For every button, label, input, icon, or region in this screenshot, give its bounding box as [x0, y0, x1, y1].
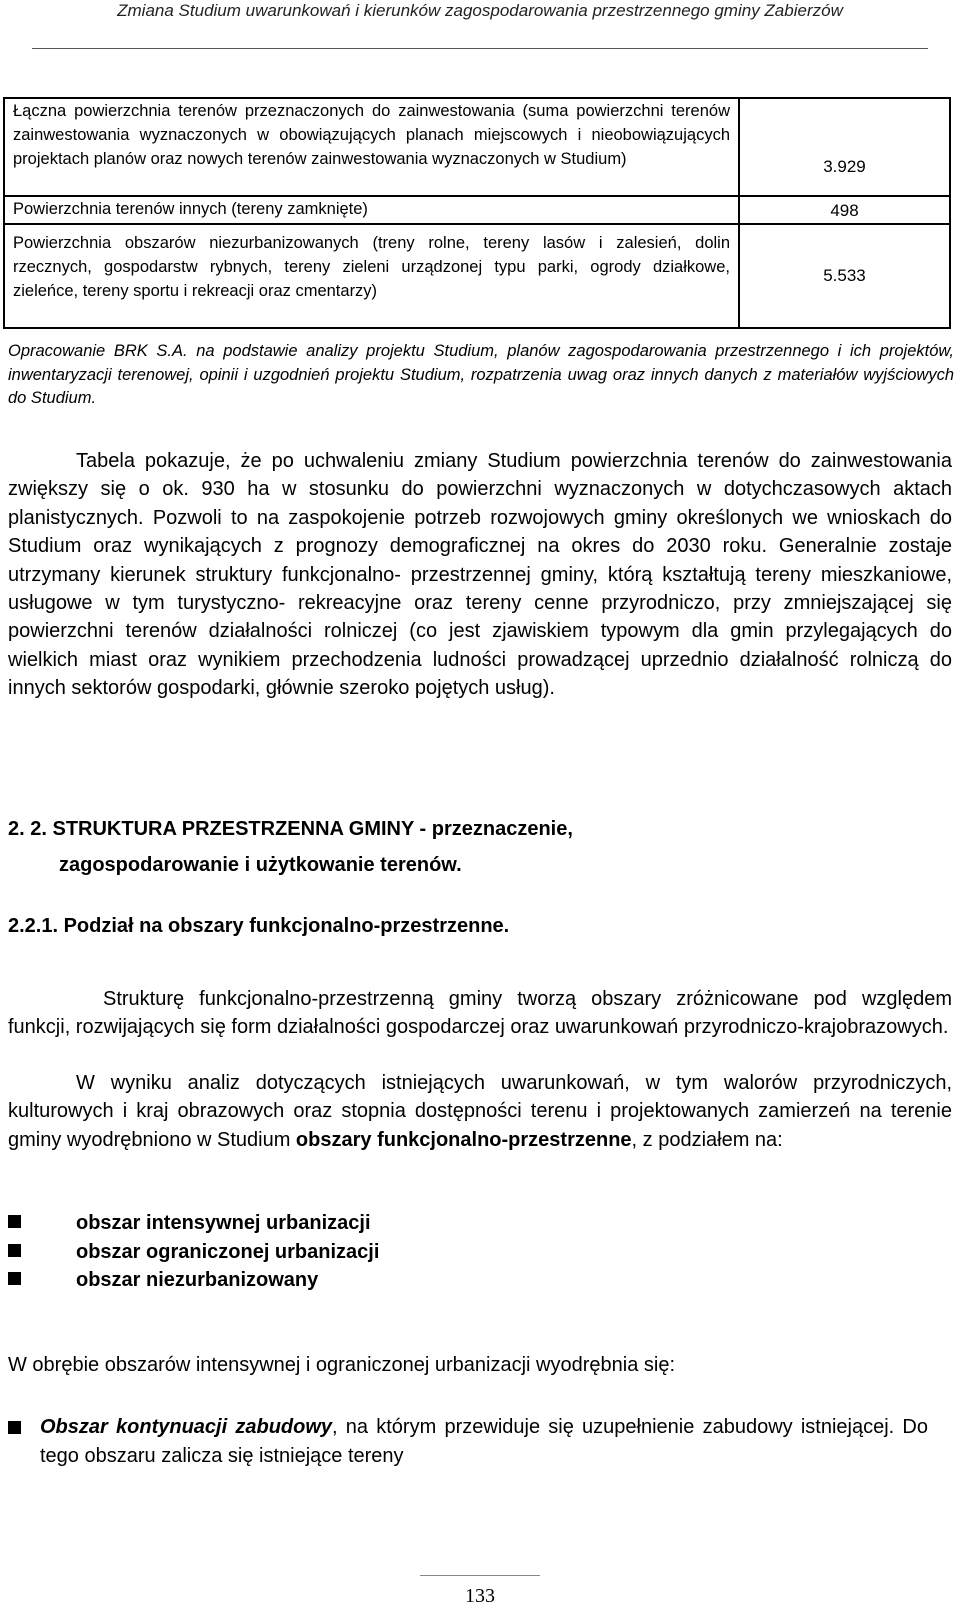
table-cell-value: 3.929 — [739, 98, 950, 196]
list-item-label: obszar intensywnej urbanizacji — [76, 1212, 371, 1234]
section-title-line1: STRUKTURA PRZESTRZENNA GMINY - przeznaczenie, — [52, 818, 573, 840]
running-header-title: Zmiana Studium uwarunkowań i kierunków zagospodarowania przestrzennego gminy Zabierzów — [117, 1, 843, 20]
list-item — [8, 1238, 908, 1267]
list-item — [8, 1209, 908, 1238]
square-bullet-icon — [8, 1215, 21, 1228]
table-cell-label: Powierzchnia obszarów niezurbanizowanych (treny rolne, tereny lasów i zalesień, dolin rzecznych, gospodarstw rybnych, tereny zieleni urządzonej typu parki, ogrody działkowe, zieleńce, tereny sportu i rekreacji oraz cmentarzy) — [4, 224, 739, 328]
term-emphasis: Obszar kontynuacji zabudowy — [40, 1416, 333, 1438]
section-heading-line2: zagospodarowanie i użytkowanie terenów. — [59, 854, 462, 876]
table-cell-label: Łączna powierzchnia terenów przeznaczonych do zainwestowania (suma powierzchni terenów zainwestowania wyznaczonych w obowiązujących planach miejscowych i nieobowiązujących projektach planów oraz nowych terenów zainwestowania wyznaczonych w Studium) — [4, 98, 739, 196]
paragraph-summary: Tabela pokazuje, że po uchwaleniu zmiany Studium powierzchnia terenów do zainwestowania zwiększy się o ok. 930 ha w stosunku do powierzchni wyznaczonych w dotychczasowych aktach planistycznych. Pozwoli to na zaspokojenie potrzeb rozwojowych gminy określonych we wnioskach do Studium oraz wynikających z prognozy demograficznej na okres do 2030 roku. Generalnie zostaje utrzymany kierunek struktury funkcjonalno- przestrzennej gminy, którą kształtują tereny mieszkaniowe, usługowe w tym turystyczno- rekreacyjne oraz tereny cenne przyrodniczo, przy zmniejszającej się powierzchni terenów działalności rolniczej (co jest zjawiskiem typowym dla gmin przylegających do wielkich miast oraz wynikiem przechodzenia ludności prowadzącej uprzednio działalność rolniczą do innych sektorów gospodarki, głównie szeroko pojętych usług). — [8, 450, 952, 700]
paragraph-analysis-end: , z podziałem na: — [631, 1128, 783, 1151]
area-balance-table — [3, 97, 951, 329]
paragraph-analysis — [8, 1069, 952, 1154]
running-header — [0, 0, 960, 48]
footer-rule — [420, 1575, 540, 1576]
area-type-list — [8, 1209, 908, 1295]
paragraph-structure: Strukturę funkcjonalno-przestrzenną gminy tworzą obszary zróżnicowane pod względem funkcji, rozwijających się form działalności gospodarczej oraz uwarunkowań przyrodniczo-krajobrazowych. — [8, 988, 952, 1039]
term-description: , na którym przewiduje się uzupełnienie zabudowy istniejącej. Do tego obszaru zalicza się istniejące tereny — [40, 1416, 929, 1467]
paragraph-analysis-text: W wyniku analiz dotyczących istniejących uwarunkowań, w tym walorów przyrodniczych, kulturowych i kraj obrazowych oraz stopnia dostępności terenu i projektowanych zamierzeń na terenie gminy wyodrębniono w Studium — [8, 1072, 952, 1151]
page-number: 133 — [465, 1585, 495, 1607]
square-bullet-icon — [8, 1272, 21, 1285]
paragraph-within-areas: W obrębie obszarów intensywnej i ograniczonej urbanizacji wyodrębnia się: — [8, 1354, 676, 1376]
list-item-text — [40, 1413, 928, 1470]
subsection-heading: 2.2.1. Podział na obszary funkcjonalno-przestrzenne. — [8, 915, 510, 937]
table-source-note: Opracowanie BRK S.A. na podstawie analizy projektu Studium, planów zagospodarowania przestrzennego i ich projektów, inwentaryzacji terenowej, opinii i uzgodnień projektu Studium, rozpatrzenia uwag oraz innych danych z materiałów wyjściowych do Studium. — [8, 342, 954, 407]
list-item-label: obszar niezurbanizowany — [76, 1269, 319, 1291]
table-cell-label: Powierzchnia terenów innych (tereny zamknięte) — [4, 196, 739, 224]
table-row — [4, 98, 950, 196]
table-cell-value: 5.533 — [739, 224, 950, 328]
square-bullet-icon — [8, 1244, 21, 1257]
paragraph-analysis-bold: obszary funkcjonalno-przestrzenne — [295, 1128, 632, 1151]
table-row — [4, 224, 950, 328]
header-rule — [32, 48, 928, 49]
section-heading — [8, 815, 573, 843]
table-cell-value: 498 — [739, 196, 950, 224]
square-bullet-icon — [8, 1421, 21, 1434]
list-item — [8, 1266, 908, 1295]
list-item-continuation — [8, 1413, 928, 1470]
table-row — [4, 196, 950, 224]
section-number: 2. 2. — [8, 818, 47, 840]
list-item-label: obszar ograniczonej urbanizacji — [76, 1240, 380, 1263]
